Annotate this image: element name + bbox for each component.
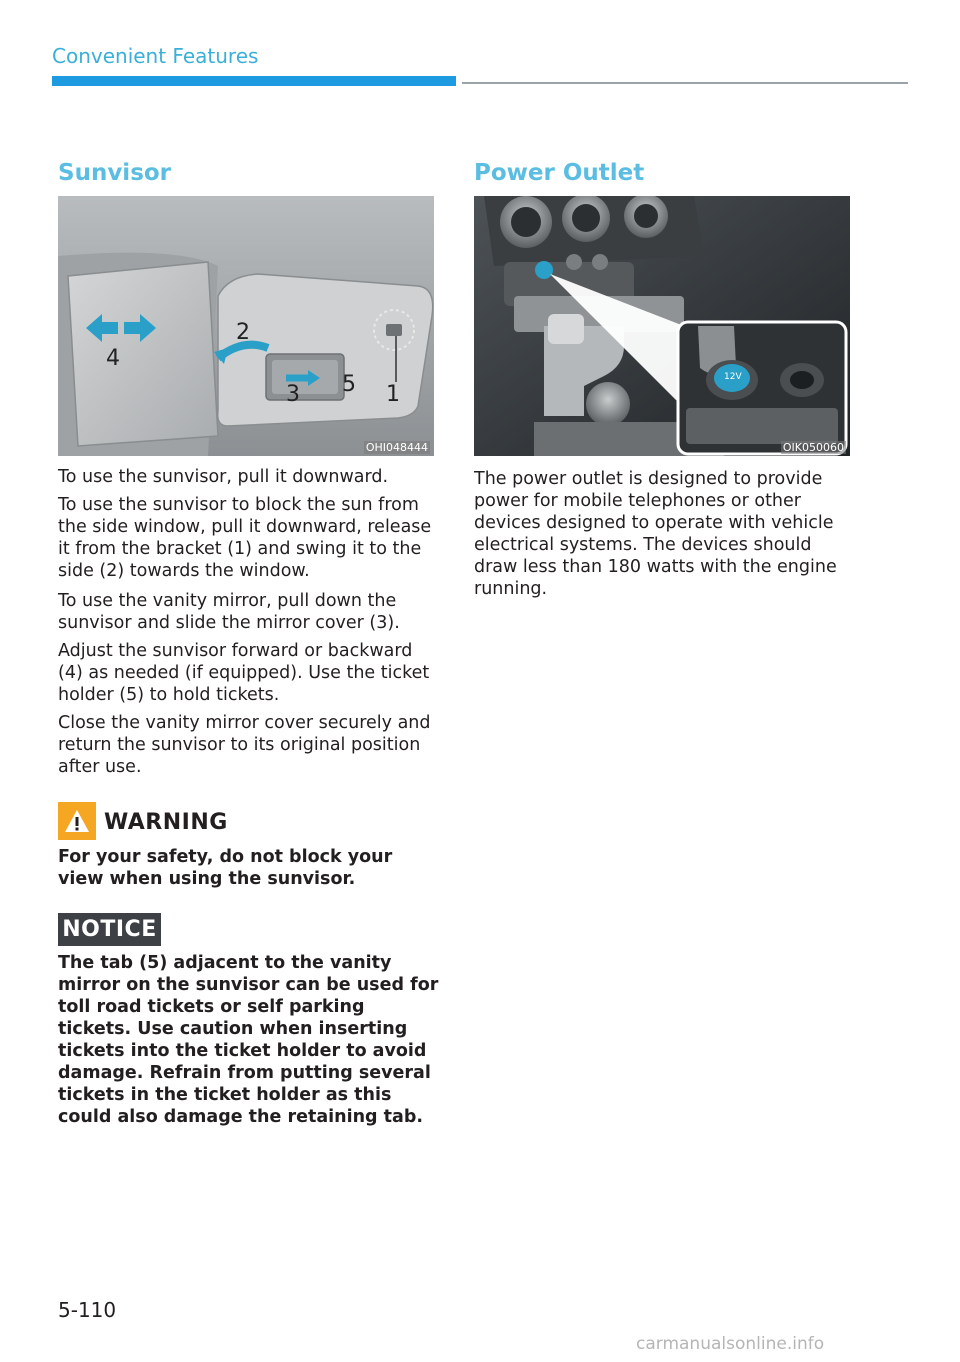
sunvisor-paragraph: Close the vanity mirror cover securely and return the sunvisor to its original position after use. [58,713,431,777]
power-outlet-title: Power Outlet [474,160,645,186]
sunvisor-title: Sunvisor [58,160,172,186]
warning-icon [58,802,96,840]
power-outlet-figure [474,196,850,456]
sunvisor-paragraph: To use the sunvisor, pull it downward. [58,467,389,487]
sunvisor-paragraph: To use the sunvisor to block the sun from the side window, pull it downward, release it from the bracket (1) and swing it to the side (2) towards the window. [58,495,432,581]
power-outlet-figure-code: OIK050060 [782,441,844,454]
power-outlet-paragraph: The power outlet is designed to provide power for mobile telephones or other devices designed to operate with vehicle electrical systems. The devices should draw less than 180 watts with the engine running. [474,469,837,599]
sunvisor-figure-code: OHI048444 [365,441,428,454]
header-accent-bar [52,76,456,86]
sunvisor-paragraph: To use the vanity mirror, pull down the sunvisor and slide the mirror cover (3). [58,591,400,633]
header-rule [462,82,908,84]
sunvisor-paragraph: Adjust the sunvisor forward or backward (4) as needed (if equipped). Use the ticket holder (5) to hold tickets. [58,641,430,705]
callout-3: 3 [286,382,300,407]
outlet-label: 12V [724,372,742,382]
notice-text: The tab (5) adjacent to the vanity mirror on the sunvisor can be used for toll road tickets or self parking tickets. Use caution when inserting tickets into the ticket holder to avoid damage. Refrain from putting several tickets in the ticket holder as this could also damage the retaining tab. [58,953,439,1127]
callout-5: 5 [342,372,356,397]
warning-title: WARNING [104,810,228,835]
page-number: 5-110 [58,1298,117,1322]
header-title: Convenient Features [52,44,259,68]
notice-badge: NOTICE [58,913,161,946]
callout-2: 2 [236,320,250,345]
callout-4: 4 [106,346,120,371]
power-outlet-illustration [474,196,850,456]
sunvisor-figure [58,196,434,456]
watermark: carmanualsonline.info [636,1334,825,1354]
warning-text: For your safety, do not block your view when using the sunvisor. [58,847,393,889]
callout-1: 1 [386,382,400,407]
